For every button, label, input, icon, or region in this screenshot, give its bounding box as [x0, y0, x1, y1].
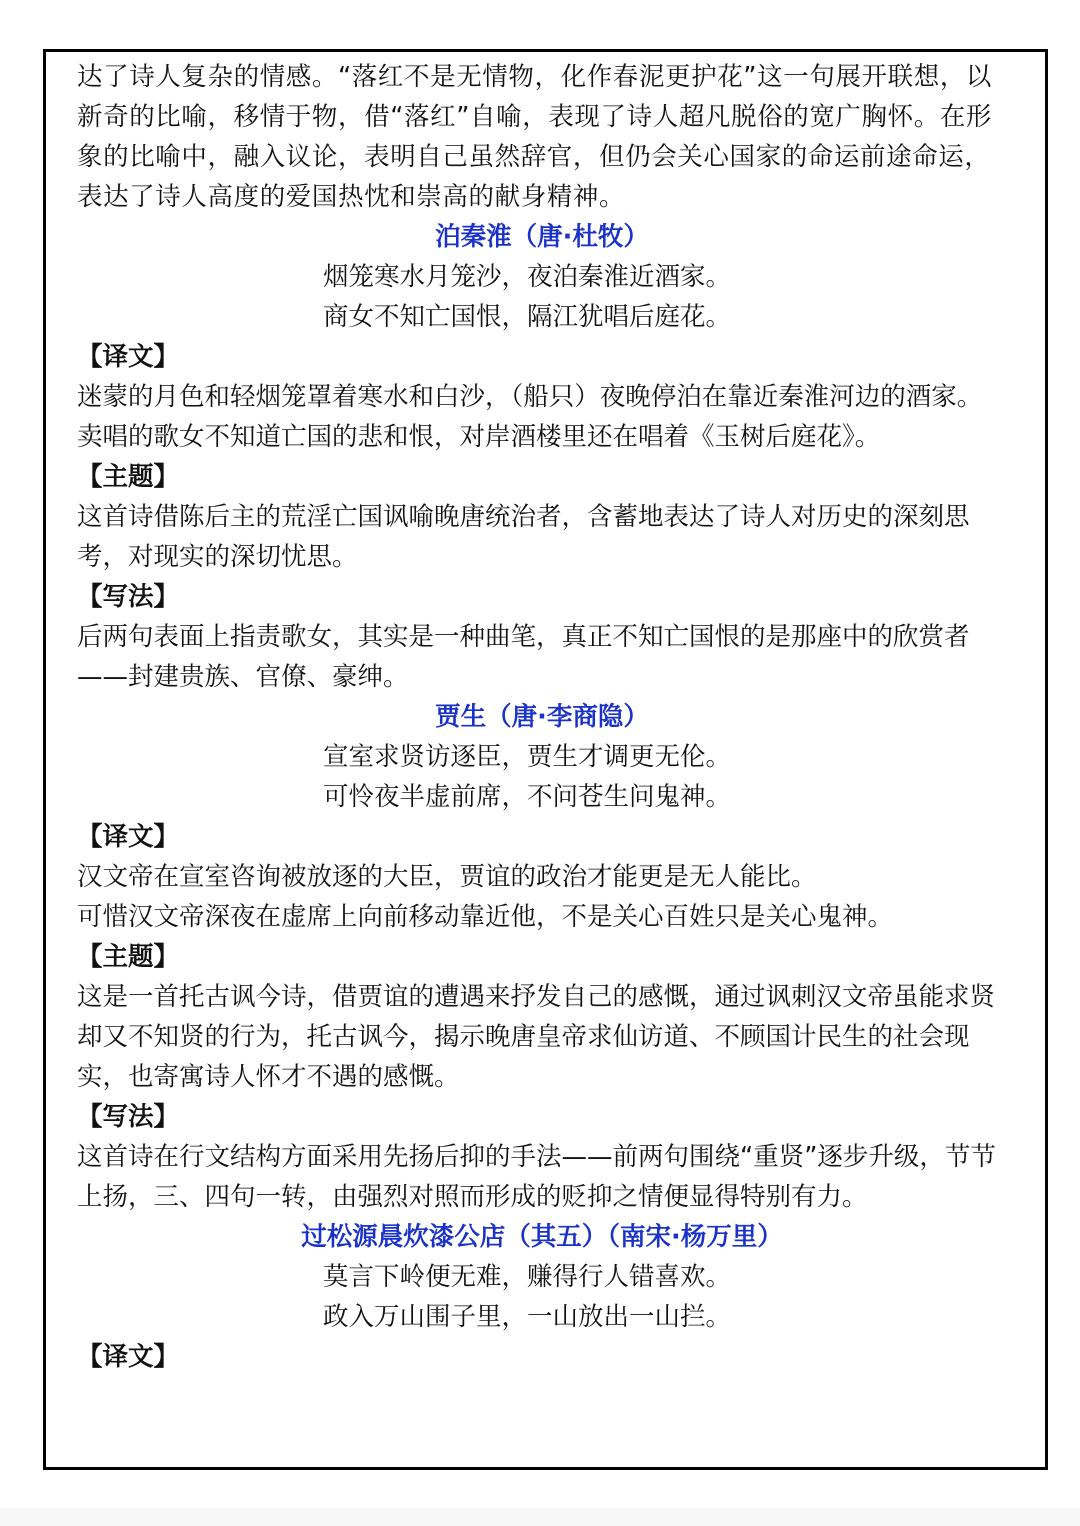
poem-line: 烟笼寒水月笼沙，夜泊秦淮近酒家。 [323, 262, 732, 292]
paragraph-translation: 卖唱的歌女不知道亡国的悲和恨，对岸酒楼里还在唱着《玉树后庭花》。 [77, 422, 881, 452]
poem-title-guosongyuan: 过松源晨炊漆公店（其五）（南宋·杨万里） [301, 1222, 783, 1252]
section-heading-theme: 【主题】 [77, 462, 180, 492]
section-heading-translation: 【译文】 [77, 1342, 180, 1372]
poem-line: 宣室求贤访逐臣，贾生才调更无伦。 [323, 742, 732, 772]
page-bottom-margin [0, 1508, 1080, 1526]
paragraph-translation: 迷蒙的月色和轻烟笼罩着寒水和白沙，（船只）夜晚停泊在靠近秦淮河边的酒家。 [77, 382, 983, 412]
poem-line: 政入万山围子里，一山放出一山拦。 [323, 1302, 732, 1332]
poem-line: 莫言下岭便无难，赚得行人错喜欢。 [323, 1262, 732, 1292]
paragraph-intro: 达了诗人复杂的情感。“落红不是无情物，化作春泥更护花”这一句展开联想，以新奇的比喻，移情于物，借“落红”自喻，表现了诗人超凡脱俗的宽广胸怀。在形象的比喻中，融入议论，表明自己虽然辞官，但仍会关心国家的命运前途命运，表达了诗人高度的爱国热忱和崇高的献身精神。 [77, 62, 993, 212]
section-heading-technique: 【写法】 [77, 1102, 180, 1132]
section-heading-translation: 【译文】 [77, 342, 180, 372]
paragraph-technique: 这首诗在行文结构方面采用先扬后抑的手法——前两句围绕“重贤”逐步升级，节节上扬，三、四句一转，由强烈对照而形成的贬抑之情便显得特别有力。 [77, 1142, 996, 1212]
paragraph-theme: 这是一首托古讽今诗，借贾谊的遭遇来抒发自己的感慨，通过讽刺汉文帝虽能求贤却又不知贤的行为，托古讽今，揭示晚唐皇帝求仙访道、不顾国计民生的社会现实，也寄寓诗人怀才不遇的感慨。 [77, 982, 996, 1092]
section-heading-technique: 【写法】 [77, 582, 180, 612]
poem-line: 商女不知亡国恨，隔江犹唱后庭花。 [323, 302, 732, 332]
poem-title-boqinhuai: 泊秦淮（唐·杜牧） [435, 222, 649, 252]
poem-line: 可怜夜半虚前席，不问苍生问鬼神。 [323, 782, 732, 812]
poem-title-jiasheng: 贾生（唐·李商隐） [435, 702, 649, 732]
paragraph-theme: 这首诗借陈后主的荒淫亡国讽喻晚唐统治者，含蓄地表达了诗人对历史的深刻思考，对现实的深切忧思。 [77, 502, 970, 572]
section-heading-translation: 【译文】 [77, 822, 180, 852]
paragraph-technique: 后两句表面上指责歌女，其实是一种曲笔，真正不知亡国恨的是那座中的欣赏者——封建贵族、官僚、豪绅。 [77, 622, 970, 692]
section-heading-theme: 【主题】 [77, 942, 180, 972]
paragraph-translation: 汉文帝在宣室咨询被放逐的大臣，贾谊的政治才能更是无人能比。 [77, 862, 817, 892]
paragraph-translation: 可惜汉文帝深夜在虚席上向前移动靠近他，不是关心百姓只是关心鬼神。 [77, 902, 894, 932]
document-body [77, 57, 1007, 1377]
